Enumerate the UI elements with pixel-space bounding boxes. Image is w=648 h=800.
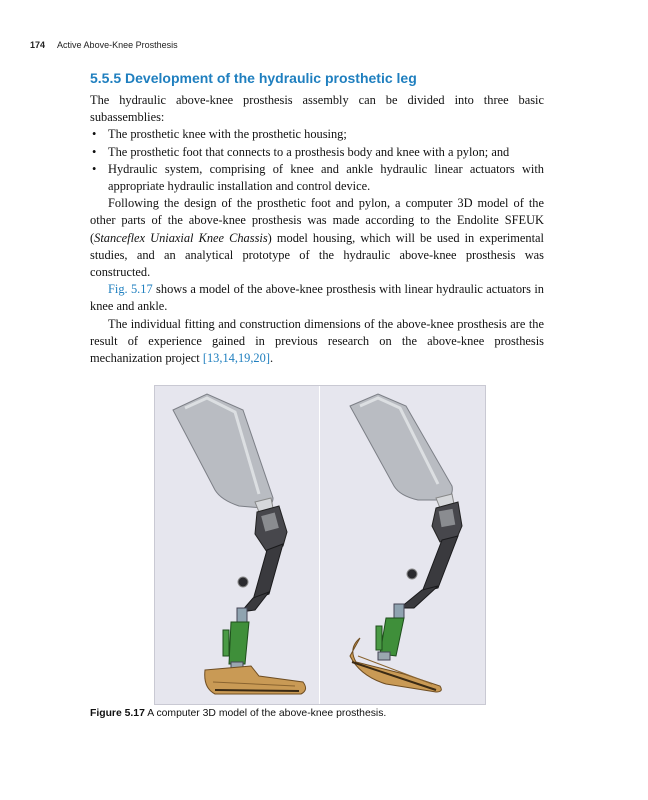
figure-prosthesis-models (154, 385, 486, 705)
paragraph-figure-ref: Fig. 5.17 shows a model of the above-knee prosthesis with linear hydraulic actuators in knee and ankle. (90, 282, 544, 314)
prosthesis-model-view-2 (320, 386, 484, 704)
body-text (90, 92, 544, 367)
actuator-shape (229, 622, 249, 664)
prosthesis-model-view-1 (155, 386, 319, 704)
figure-label: Figure 5.17 (90, 708, 145, 719)
running-title: Active Above-Knee Prosthesis (57, 40, 178, 50)
prosthesis-illustration-2 (320, 386, 484, 704)
figure-caption (90, 708, 386, 719)
section-heading (90, 70, 560, 86)
paragraph-dimensions: The individual fitting and construction dimensions of the above-knee prosthesis are the result of experience gained in previous research on the above-knee prosthesis mechanization project [13,14,19,20]. (90, 316, 544, 366)
figure-reference-link[interactable]: Fig. 5.17 (108, 282, 153, 297)
figure-caption-text: A computer 3D model of the above-knee prosthesis. (147, 708, 387, 719)
page-number: 174 (30, 40, 46, 50)
prosthesis-illustration-1 (155, 386, 319, 704)
list-item: • The prosthetic knee with the prosthetic housing; (92, 127, 347, 142)
running-head (30, 40, 178, 50)
paragraph-endolite: Following the design of the prosthetic foot and pylon, a computer 3D model of the other parts of the above-knee prosthesis was made according to the Endolite SFEUK (Stanceflex Uniaxial Knee Chassis) model housing, which will be used in experimental studies, and an analytical prototype of the hydraulic above-knee prosthesis was constructed. (90, 196, 544, 280)
subassembly-list (90, 126, 544, 195)
list-item: • The prosthetic foot that connects to a prosthesis body and knee with a pylon; and (92, 144, 510, 159)
list-item: • Hydraulic system, comprising of knee and ankle hydraulic linear actuators with appropriate hydraulic installation and control device. (92, 161, 544, 194)
citation-link[interactable]: [13,14,19,20] (202, 351, 270, 366)
section-title: Development of the hydraulic prosthetic leg (125, 70, 417, 86)
italic-model-name: Stanceflex Uniaxial Knee Chassis (94, 230, 268, 245)
section-number: 5.5.5 (90, 70, 122, 86)
intro-paragraph: The hydraulic above-knee prosthesis assembly can be divided into three basic subassemblies: (90, 93, 544, 125)
